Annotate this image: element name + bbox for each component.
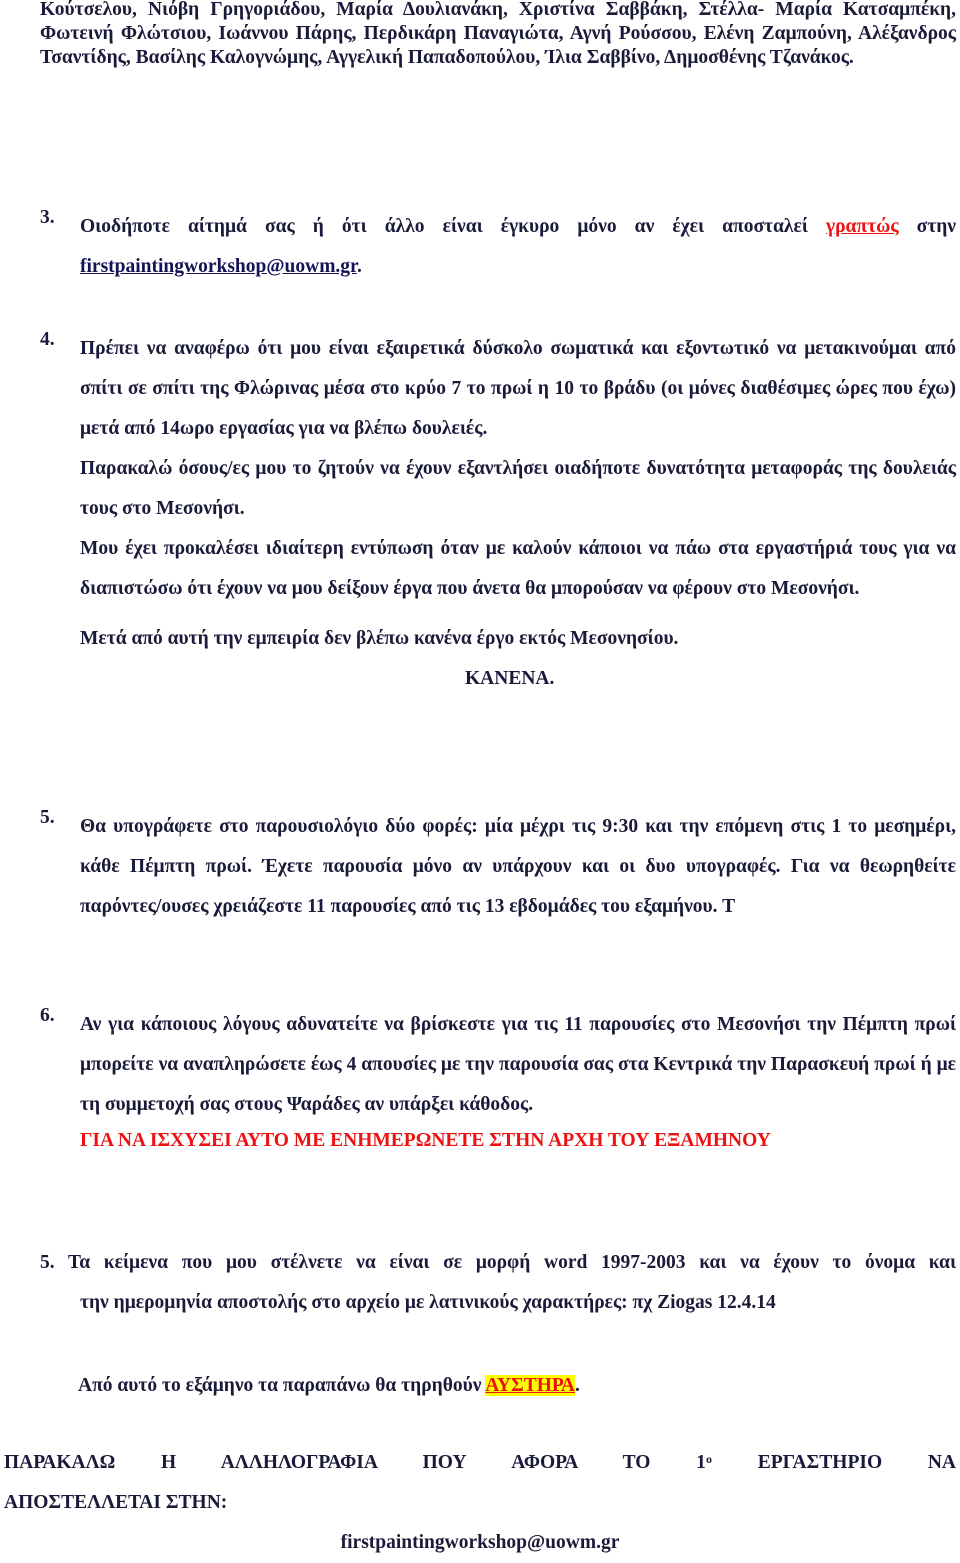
footer-line2: ΑΠΟΣΤΕΛΛΕΤΑΙ ΣΤΗΝ: bbox=[4, 1492, 228, 1513]
item-number: 3. bbox=[40, 207, 55, 228]
strict-text: Από αυτό το εξάμηνο τα παραπάνω θα τηρηθούν bbox=[78, 1375, 482, 1396]
footer-email[interactable]: firstpaintingworkshop@uowm.gr bbox=[340, 1532, 620, 1553]
item-number: 4. bbox=[40, 329, 55, 350]
footer bbox=[4, 1443, 956, 1563]
item-4-paragraph-4: Μετά από αυτή την εμπειρία δεν βλέπω κανένα έργο εκτός Μεσονησίου. bbox=[80, 628, 679, 649]
item-4-emphasis: ΚΑΝΕΝΑ. bbox=[465, 668, 555, 689]
written-emphasis: γραπτώς bbox=[825, 216, 899, 237]
strict-highlight: ΑΥΣΤΗΡΑ bbox=[485, 1375, 576, 1396]
item-4-paragraph-2: Παρακαλώ όσους/ες μου το ζητούν να έχουν εξαντλήσει οιαδήποτε δυνατότητα μεταφοράς της δουλειάς τους στο Μεσονήσι. bbox=[80, 458, 956, 519]
email-suffix: . bbox=[356, 256, 362, 277]
item-4 bbox=[40, 329, 956, 699]
header-names: Κούτσελου, Νιόβη Γρηγοριάδου, Μαρία Δουλιανάκη, Χριστίνα Σαββάκη, Στέλλα- Μαρία Κατσαμπέκη, Φωτεινή Φλώτσιου, Ιωάννου Πάρης, Περδικάρη Παναγιώτα, Αγνή Ρούσσου, Ελένη Ζαμπούνη, Αλέξανδρος Τσαντίδης, Βασίλης Καλογνώμης, Αγγελική Παπαδοπούλου, Ίλια Σαββίνο, Δημοσθένης Τζανάκος. bbox=[40, 0, 956, 68]
item-3-text-after: στην bbox=[916, 216, 957, 237]
item-5 bbox=[40, 807, 956, 927]
item-6 bbox=[40, 1005, 956, 1157]
footer-text-after: ΕΡΓΑΣΤΗΡΙΟ ΝΑ bbox=[757, 1452, 957, 1473]
item-4-paragraph-1: Πρέπει να αναφέρω ότι μου είναι εξαιρετικά δύσκολο σωματικά και εξοντωτικό να μετακινούμαι από σπίτι σε σπίτι της Φλώρινας μέσα στο κρύο 7 το πρωί η 10 το βράδυ (οι μόνες διαθέσιμες ώρες που έχω) μετά από 14ωρο εργασίας για να βλέπω δουλειές. bbox=[80, 338, 956, 439]
item-number: 5. bbox=[40, 807, 55, 828]
footer-text-before: ΠΑΡΑΚΑΛΩ Η ΑΛΛΗΛΟΓΡΑΦΙΑ ΠΟΥ ΑΦΟΡΑ ΤΟ 1 bbox=[4, 1452, 706, 1473]
item-3-line1 bbox=[80, 207, 956, 247]
item-6-warning: ΓΙΑ ΝΑ ΙΣΧΥΣΕΙ ΑΥΤΟ ΜΕ ΕΝΗΜΕΡΩΝΕΤΕ ΣΤΗΝ ΑΡΧΗ ΤΟΥ ΕΞΑΜΗΝΟΥ bbox=[80, 1130, 771, 1151]
item-3-text-before: Οιοδήποτε αίτημά σας ή ότι άλλο είναι έγκυρο μόνο αν έχει αποσταλεί bbox=[80, 216, 808, 237]
item-6-text: Αν για κάποιους λόγους αδυνατείτε να βρίσκεστε για τις 11 παρουσίες στο Μεσονήσι την Πέμπτη πρωί μπορείτε να αναπληρώσετε έως 4 απουσίες με την παρουσία σας στα Κεντρικά την Παρασκευή πρωί ή με τη συμμετοχή σας στους Ψαράδες αν υπάρξει κάθοδος. bbox=[80, 1014, 956, 1115]
item-4-paragraph-3: Μου έχει προκαλέσει ιδιαίτερη εντύπωση όταν με καλούν κάποιοι να πάω στα εργαστήριά τους για να διαπιστώσω ότι έχουν να μου δείξουν έργα που άνετα θα μπορούσαν να φέρουν στο Μεσονήσι. bbox=[80, 538, 956, 599]
footer-line1 bbox=[4, 1443, 956, 1483]
strict-notice bbox=[78, 1366, 938, 1406]
footer-superscript: ο bbox=[705, 1452, 712, 1466]
item-number: 6. bbox=[40, 1005, 55, 1026]
item-documents-text1: Τα κείμενα που μου στέλνετε να είναι σε μορφή word 1997-2003 και να έχουν το όνομα και bbox=[67, 1252, 956, 1273]
item-documents bbox=[40, 1243, 956, 1323]
item-3 bbox=[40, 207, 956, 287]
item-5-text: Θα υπογράφετε στο παρουσιολόγιο δύο φορές: μία μέχρι τις 9:30 και την επόμενη στις 1 το μεσημέρι, κάθε Πέμπτη πρωί. Έχετε παρουσία μόνο αν υπάρχουν και οι δυο υπογραφές. Για να θεωρηθείτε παρόντες/ουσες χρειάζεστε 11 παρουσίες από τις 13 εβδομάδες του εξαμήνου. Τ bbox=[80, 816, 956, 917]
item-documents-line2: την ημερομηνία αποστολής στο αρχείο με λατινικούς χαρακτήρες: πχ Ziogas 12.4.14 bbox=[80, 1292, 776, 1313]
item-documents-line1 bbox=[40, 1243, 956, 1283]
email-link[interactable]: firstpaintingworkshop@uowm.gr bbox=[80, 256, 357, 277]
item-number: 5. bbox=[40, 1252, 55, 1273]
strict-suffix: . bbox=[575, 1375, 580, 1396]
